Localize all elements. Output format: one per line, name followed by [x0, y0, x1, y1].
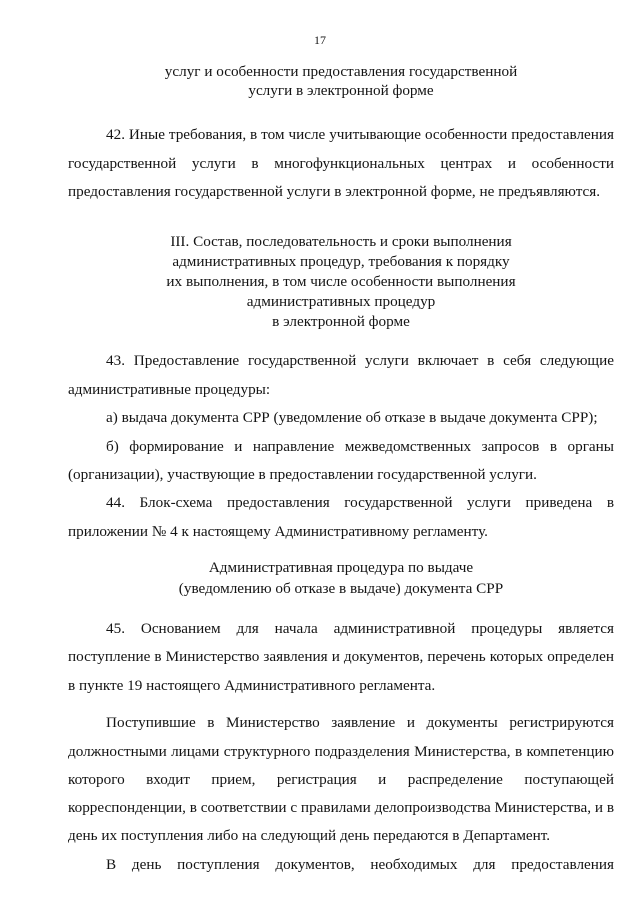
paragraph-43-item-b: б) формирование и направление межведомственных запросов в органы [106, 438, 614, 455]
paragraph-45-line: 45. Основанием для начала административной процедуры является [106, 620, 614, 637]
section-heading-line: III. Состав, последовательность и сроки выполнения [170, 233, 512, 250]
paragraph-42-line: 42. Иные требования, в том числе учитывающие особенности предоставления [106, 126, 614, 143]
section-heading-line: их выполнения, в том числе особенности выполнения [166, 273, 516, 290]
paragraph-45-line: поступление в Министерство заявления и документов, перечень которых определен [68, 648, 614, 665]
incoming-paragraph-line: Поступившие в Министерство заявление и документы регистрируются [106, 714, 614, 731]
incoming-paragraph-line: должностными лицами структурного подразделения Министерства, в компетенцию [68, 743, 614, 760]
section-heading-line: административных процедур [246, 293, 436, 310]
paragraph-44-line: приложении № 4 к настоящему Административному регламенту. [68, 523, 488, 540]
procedure-heading-line: (уведомлению об отказе в выдаче) документа СРР [178, 580, 504, 597]
day-paragraph-line: В день поступления документов, необходимых для предоставления [106, 856, 614, 873]
paragraph-44-line: 44. Блок-схема предоставления государственной услуги приведена в [106, 494, 614, 511]
incoming-paragraph-line: которого входит прием, регистрация и распределение поступающей [68, 771, 614, 788]
paragraph-45-line: в пункте 19 настоящего Административного регламента. [68, 677, 436, 694]
incoming-paragraph-line: день их поступления либо на следующий день передаются в Департамент. [68, 827, 551, 844]
paragraph-43-item-a: а) выдача документа СРР (уведомление об отказе в выдаче документа СРР); [106, 409, 598, 426]
page-number: 17 [314, 33, 326, 47]
heading-line: услуги в электронной форме [248, 82, 434, 99]
paragraph-43-line: 43. Предоставление государственной услуги включает в себя следующие [106, 352, 614, 369]
paragraph-43-line: административные процедуры: [68, 381, 271, 398]
procedure-heading-line: Административная процедура по выдаче [208, 559, 474, 576]
section-heading-line: в электронной форме [272, 313, 410, 330]
paragraph-43-line: (организации), участвующие в предоставлении государственной услуги. [68, 466, 537, 483]
paragraph-42-line: государственной услуги в многофункциональных центрах и особенности [68, 155, 614, 172]
section-heading-line: административных процедур, требования к порядку [172, 253, 510, 270]
paragraph-42-line: предоставления государственной услуги в электронной форме, не предъявляются. [68, 183, 601, 200]
incoming-paragraph-line: корреспонденции, в соответствии с правилами делопроизводства Министерства, и в [68, 799, 614, 816]
heading-line: услуг и особенности предоставления государственной [164, 63, 518, 80]
